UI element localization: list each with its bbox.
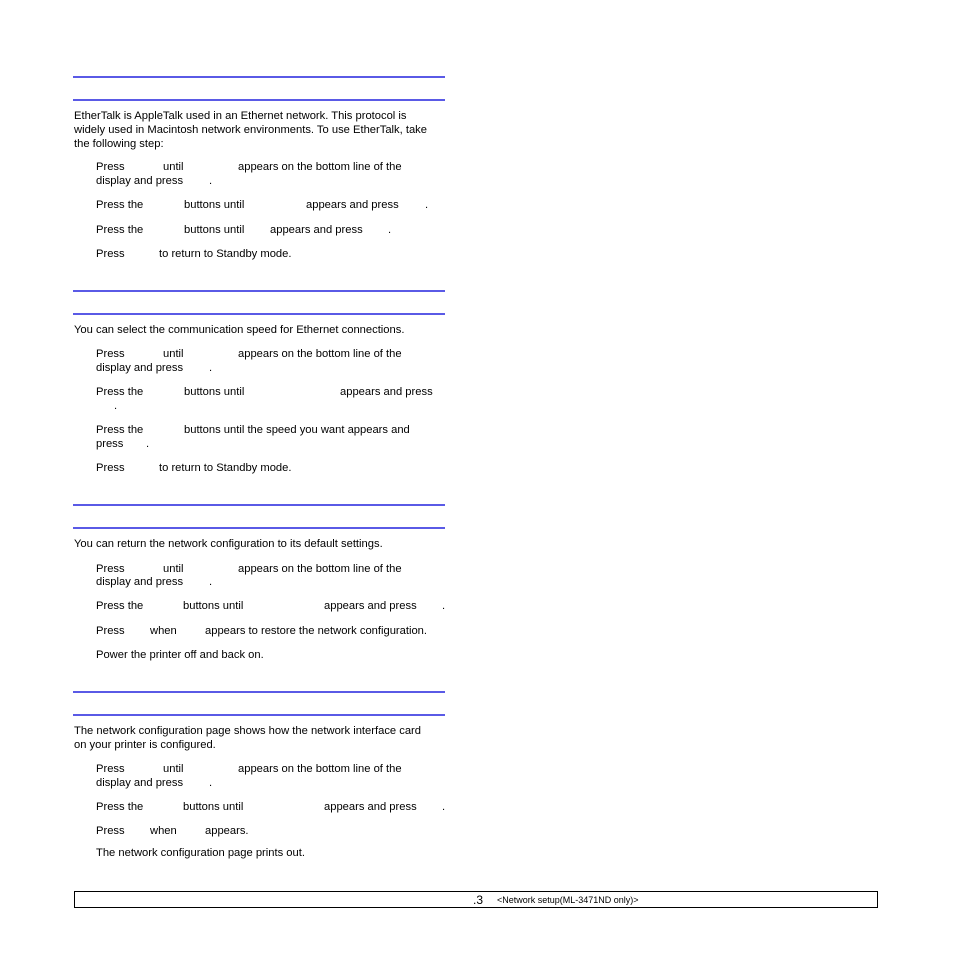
ethertalk-intro — [74, 109, 446, 151]
step-text: . — [114, 400, 118, 412]
step-text: display and press — [96, 362, 184, 374]
restore-intro — [74, 537, 446, 551]
step-text: display and press — [96, 576, 184, 588]
step-text: Press — [96, 563, 125, 575]
step-text: appears on the bottom line of the — [238, 763, 402, 775]
intro-line: widely used in Macintosh network environments. To use EtherTalk, take — [74, 124, 427, 136]
step-text: Press the — [96, 424, 144, 436]
step-text: . — [209, 576, 213, 588]
step-text: to return to Standby mode. — [159, 248, 292, 260]
step-text: buttons until — [184, 224, 245, 236]
step-text: when — [150, 625, 177, 637]
section-rule-bottom — [73, 313, 445, 315]
step-text: buttons until — [183, 600, 244, 612]
intro-line: You can select the communication speed for Ethernet connections. — [74, 324, 405, 336]
intro-line: You can return the network configuration to its default settings. — [74, 538, 383, 550]
step-text: Press the — [96, 801, 144, 813]
section-rule-bottom — [73, 527, 445, 529]
step-text: Press — [96, 625, 125, 637]
step-text: . — [442, 801, 446, 813]
step-text: display and press — [96, 175, 184, 187]
step-text: Press — [96, 248, 125, 260]
step-text: appears on the bottom line of the — [238, 563, 402, 575]
step-text: until — [163, 348, 184, 360]
section-rule-top — [73, 290, 445, 292]
section-rule-top — [73, 76, 445, 78]
step-text: when — [150, 825, 177, 837]
step-text: appears. — [205, 825, 249, 837]
step-text: display and press — [96, 777, 184, 789]
step-text: buttons until the speed you want appears and — [184, 424, 410, 436]
page-footer — [74, 891, 878, 908]
step-text: buttons until — [183, 801, 244, 813]
step-text: appears on the bottom line of the — [238, 161, 402, 173]
step-text: . — [209, 362, 213, 374]
step-text: buttons until — [184, 386, 245, 398]
speed-intro — [74, 323, 446, 337]
step-text: Press — [96, 348, 125, 360]
step-text: Press the — [96, 224, 144, 236]
step-text: until — [163, 763, 184, 775]
step-text: appears and press — [340, 386, 433, 398]
step-text: to return to Standby mode. — [159, 462, 292, 474]
step-text: Press — [96, 763, 125, 775]
step-text: . — [442, 600, 446, 612]
page-number: .3 — [473, 893, 484, 907]
step-text: press — [96, 438, 124, 450]
step-text: appears to restore the network configuration. — [205, 625, 428, 637]
step-text: The network configuration page prints out. — [96, 847, 305, 859]
section-rule-top — [73, 504, 445, 506]
step-text: appears on the bottom line of the — [238, 348, 402, 360]
step-text: . — [425, 199, 429, 211]
step-text: appears and press — [324, 600, 417, 612]
intro-line: on your printer is configured. — [74, 739, 216, 751]
section-rule-bottom — [73, 714, 445, 716]
section-rule-bottom — [73, 99, 445, 101]
step-text: buttons until — [184, 199, 245, 211]
config-page-intro — [74, 724, 446, 752]
footer-chapter-title: <Network setup(ML-3471ND only)> — [497, 895, 639, 905]
step-text: appears and press — [270, 224, 363, 236]
step-text: Press the — [96, 386, 144, 398]
step-text: Press — [96, 462, 125, 474]
step-text: until — [163, 563, 184, 575]
step-text: . — [146, 438, 150, 450]
step-text: Press the — [96, 600, 144, 612]
step-text: Press the — [96, 199, 144, 211]
intro-line: the following step: — [74, 138, 164, 150]
step-text: . — [209, 777, 213, 789]
step-text: until — [163, 161, 184, 173]
step-text: appears and press — [324, 801, 417, 813]
step-text: Press — [96, 161, 125, 173]
intro-line: The network configuration page shows how the network interface card — [74, 725, 422, 737]
section-rule-top — [73, 691, 445, 693]
intro-line: EtherTalk is AppleTalk used in an Ethernet network. This protocol is — [74, 110, 407, 122]
step-text: . — [209, 175, 213, 187]
step-text: . — [388, 224, 392, 236]
step-text: Press — [96, 825, 125, 837]
step-text: appears and press — [306, 199, 399, 211]
step-text: Power the printer off and back on. — [96, 649, 264, 661]
